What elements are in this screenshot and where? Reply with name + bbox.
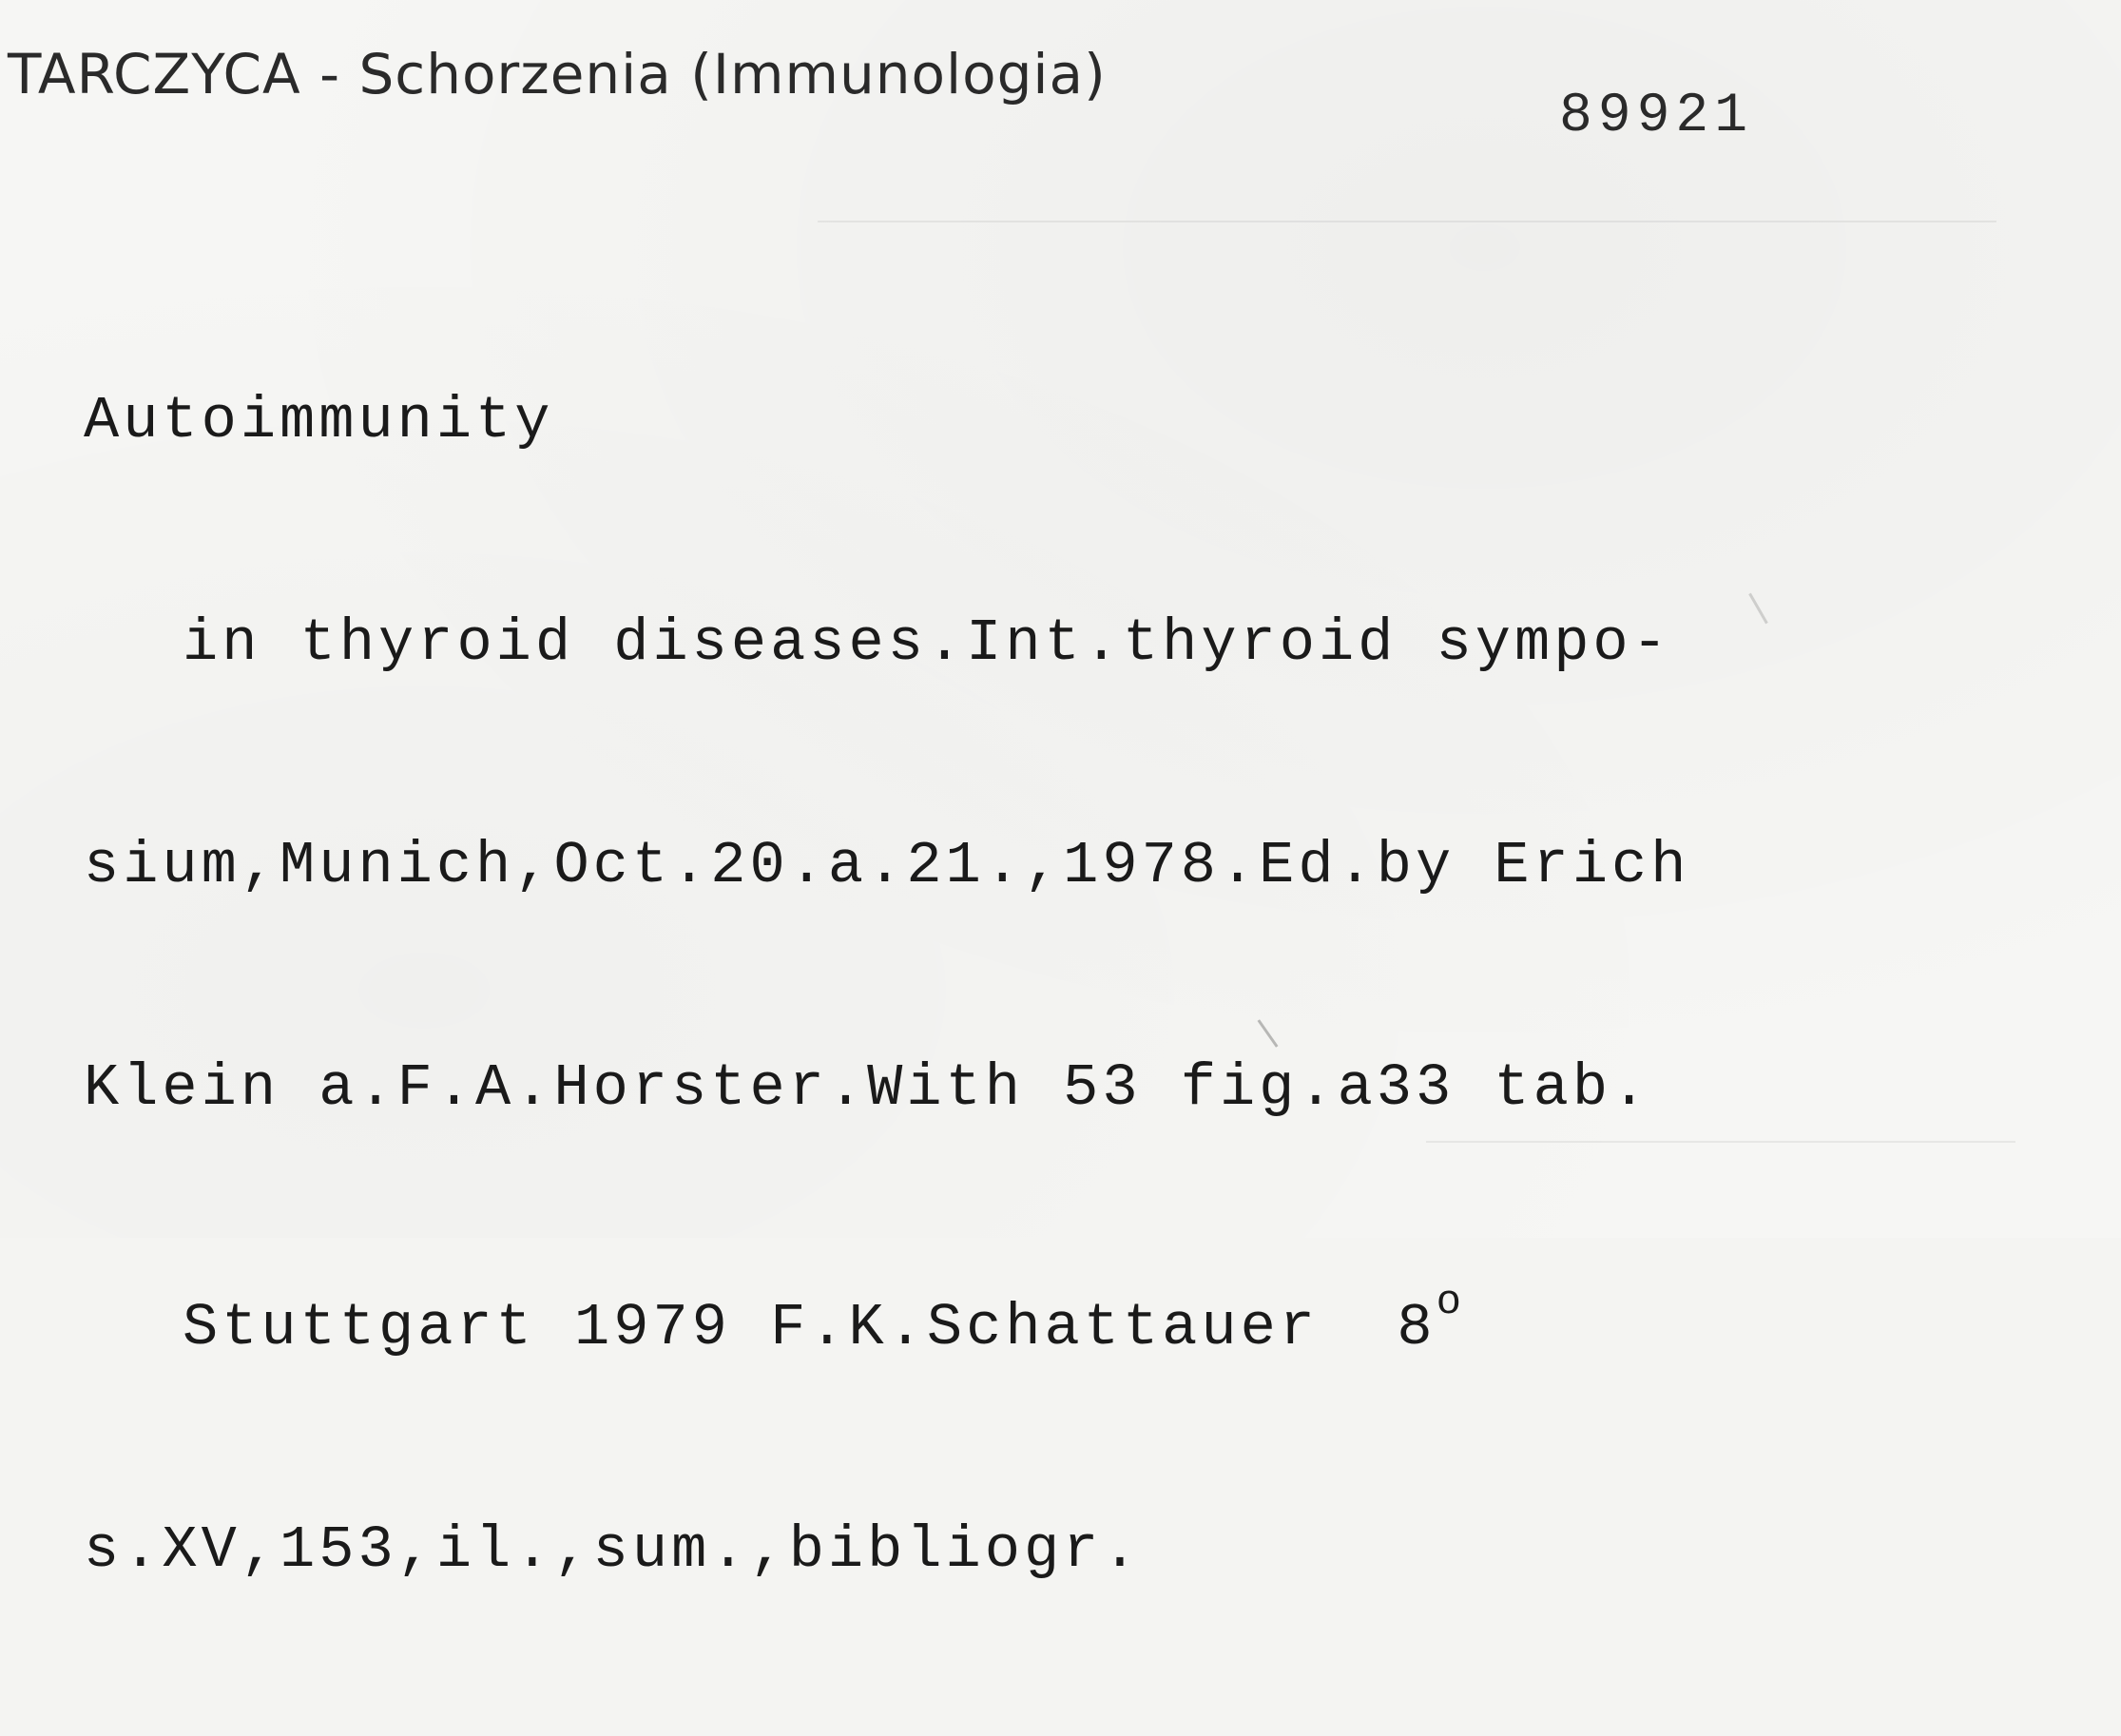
subject-heading (8, 42, 1107, 106)
subject-heading-handwritten: Schorzenia (Immunologia) (358, 42, 1107, 106)
title-line-3: Klein a.F.A.Horster.With 53 fig.a33 tab. (84, 1054, 1651, 1122)
subject-heading-prefix: TARCZYCA - (8, 42, 359, 106)
title-start: Autoimmunity (84, 387, 554, 454)
imprint-line (84, 1279, 1689, 1365)
collation-line: s.XV,153,il.,sum.,bibliogr. (84, 1516, 1142, 1584)
faint-bleed-line (818, 221, 1996, 222)
bibliographic-entry (84, 236, 1689, 1736)
call-number: 89921 (1559, 86, 1754, 147)
imprint-text: Stuttgart 1979 F.K.Schattauer 8 (183, 1294, 1436, 1361)
title-line-1: in thyroid diseases.Int.thyroid sympo- (183, 609, 1671, 677)
format-superscript: o (1436, 1279, 1465, 1326)
scratch-mark (1748, 593, 1768, 625)
title-line-2: sium,Munich,Oct.20.a.21.,1978.Ed.by Erich (84, 832, 1690, 899)
